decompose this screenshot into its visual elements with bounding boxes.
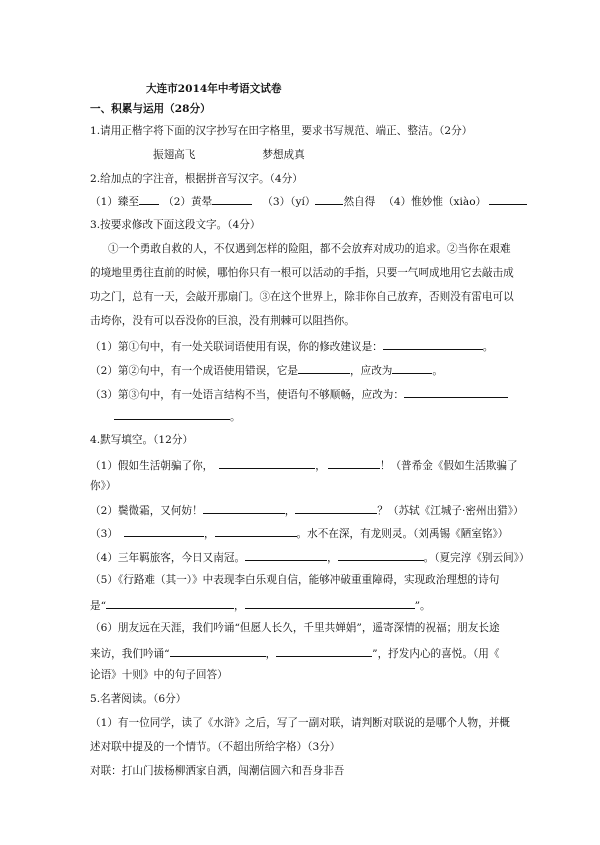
q4-sub-5-comma: ， xyxy=(234,600,245,612)
q3-sub-3-cont xyxy=(90,408,241,424)
q2-item-3: （3）（yí） xyxy=(262,196,316,208)
q4-sub-1-blank-2[interactable] xyxy=(328,457,380,469)
q4-sub-5: （5）《行路难（其一）》中表现李白乐观自信，能够冲破重重障碍，实现政治理想的诗句 xyxy=(90,574,500,586)
q4-sub-4-blank-2[interactable] xyxy=(338,549,424,561)
q4-sub-5-close: ”。 xyxy=(414,600,431,612)
question-3-stem: 3.按要求修改下面这段文字。（4分） xyxy=(90,219,261,231)
q3-sub-3-end: 。 xyxy=(230,411,241,423)
q4-sub-2-comma: ， xyxy=(284,505,296,517)
passage-line-2: 的境地里勇往直前的时候，哪怕你只有一根可以活动的手指，只要一气呵成地用它去敲击成 xyxy=(90,267,514,279)
q2-item-3-tail: 然自得 xyxy=(343,196,376,208)
q2-item-2: （2）黄晕 xyxy=(163,196,213,208)
q2-blank-4[interactable] xyxy=(489,193,527,205)
q2-blank-3[interactable] xyxy=(315,193,343,205)
q4-sub-2-text: （2）鬓微霜，又何妨！ xyxy=(90,505,203,517)
q4-sub-2-blank-2[interactable] xyxy=(295,502,377,514)
q4-sub-3-source: 。水不在深，有龙则灵。（刘禹锡《陋室铭》） xyxy=(296,528,509,540)
q4-sub-3-comma: ， xyxy=(203,528,215,540)
q2-blank-1[interactable] xyxy=(139,193,159,205)
q3-sub-2 xyxy=(90,362,443,378)
q3-sub-3-text: （3）第③句中，有一处语言结构不当，使语句不够顺畅，应改为： xyxy=(90,389,404,401)
q4-sub-1-text: （1）假如生活朝骗了你， xyxy=(90,460,214,472)
q3-sub-1-text: （1）第①句中，有一处关联词语使用有误，你的修改建议是： xyxy=(90,341,383,353)
q3-sub-1-end: 。 xyxy=(482,341,494,353)
question-1-words xyxy=(90,148,305,162)
q4-sub-6-note: 论语》十则》中的句子回答） xyxy=(90,669,228,681)
q4-sub-1-cont: 你》） xyxy=(90,480,117,492)
question-1-stem: 1.请用正楷字将下面的汉字抄写在田字格里，要求书写规范、端正、整洁。（2分） xyxy=(90,125,473,137)
section-heading: 一、积累与运用（28分） xyxy=(90,103,211,115)
exam-title: 大连市2014年中考语文试卷 xyxy=(146,83,282,95)
q4-sub-3 xyxy=(90,525,508,541)
q4-sub-6-open: 来访，我们吟诵“ xyxy=(90,648,170,660)
q5-sub-1-cont: 述对联中提及的一个情节。（不超出所给字格）（3分） xyxy=(90,741,341,753)
q4-sub-6-blank-1[interactable] xyxy=(170,645,266,657)
q2-blank-2[interactable] xyxy=(212,193,252,205)
passage-line-1: ①一个勇敢自救的人，不仅遇到怎样的险阻，都不会放弃对成功的追求。②当你在艰难 xyxy=(108,243,511,255)
q4-sub-6: （6）朋友远在天涯，我们吟诵“但愿人长久，千里共婵娟”，遥寄深情的祝福；朋友长途 xyxy=(90,622,500,634)
q5-sub-1: （1）有一位同学，读了《水浒》之后，写了一副对联，请判断对联说的是哪个人物，并概 xyxy=(90,717,510,729)
q4-sub-2 xyxy=(90,502,524,518)
q4-sub-5-cont xyxy=(90,597,431,613)
q4-sub-6-comma: ， xyxy=(265,648,277,660)
q3-sub-3-blank-1[interactable] xyxy=(404,386,508,398)
passage-line-3: 功之门，总有一天，会敲开那扇门。③在这个世界上，除非你自己放弃，否则没有雷电可以 xyxy=(90,291,514,303)
q4-sub-3-blank-2[interactable] xyxy=(215,525,297,537)
q4-sub-4-source: 。（夏完淳《别云间》） xyxy=(423,552,530,564)
q4-sub-5-blank-1[interactable] xyxy=(106,597,234,609)
q4-sub-1-comma: ， xyxy=(315,460,326,472)
q4-sub-6-blank-2[interactable] xyxy=(276,645,372,657)
q4-sub-4 xyxy=(90,549,530,565)
question-2-stem: 2.给加点的字注音，根据拼音写汉字。（4分） xyxy=(90,173,303,185)
q3-sub-2-end: 。 xyxy=(432,365,443,377)
question-4-stem: 4.默写填空。（12分） xyxy=(90,434,194,446)
q4-sub-5-blank-2[interactable] xyxy=(245,597,415,609)
q3-sub-2-text: （2）第②句中，有一个成语使用错误，它是 xyxy=(90,365,299,377)
q3-sub-3 xyxy=(90,386,508,402)
q4-sub-4-text: （4）三年羁旅客，今日又南冠。 xyxy=(90,552,246,564)
question-5-stem: 5.名著阅读。（6分） xyxy=(90,693,187,705)
q2-item-4: （4）惟妙惟（xiào） xyxy=(383,196,487,208)
q3-sub-2-blank-2[interactable] xyxy=(392,362,432,374)
q3-sub-1-blank[interactable] xyxy=(383,338,483,350)
q4-sub-6-close: ”，抒发内心的喜悦。（用《 xyxy=(372,648,500,660)
q4-sub-2-source: ？（苏轼《江城子·密州出猎》） xyxy=(377,505,524,517)
q3-sub-1 xyxy=(90,338,493,354)
q4-sub-3-num: （3） xyxy=(90,528,118,540)
copy-word-1: 振翅高飞 xyxy=(153,149,196,161)
q4-sub-3-blank-1[interactable] xyxy=(124,525,204,537)
q4-sub-5-open: 是“ xyxy=(90,600,107,612)
passage-line-4: 击垮你，没有可以吞没你的巨浪，没有荆棘可以阻挡你。 xyxy=(90,315,355,327)
q3-sub-3-blank-2[interactable] xyxy=(114,408,230,420)
q2-item-1: （1）臻至 xyxy=(90,196,140,208)
q4-sub-2-blank-1[interactable] xyxy=(203,502,285,514)
q4-sub-1 xyxy=(90,457,518,473)
q4-sub-4-comma: ， xyxy=(327,552,338,564)
q4-sub-1-source: ！（普希金《假如生活欺骗了 xyxy=(379,460,518,472)
q5-couplet: 对联：打山门拔杨柳洒家自洒，闯潮信圆六和吾身非吾 xyxy=(90,765,345,777)
q3-sub-2-mid: ，应改为 xyxy=(350,365,393,377)
q3-sub-2-blank-1[interactable] xyxy=(298,362,350,374)
q4-sub-1-blank-1[interactable] xyxy=(219,457,315,469)
q4-sub-4-blank-1[interactable] xyxy=(245,549,327,561)
question-2-items xyxy=(90,193,527,209)
copy-word-2: 梦想成真 xyxy=(262,149,305,161)
q4-sub-6-cont xyxy=(90,645,499,661)
